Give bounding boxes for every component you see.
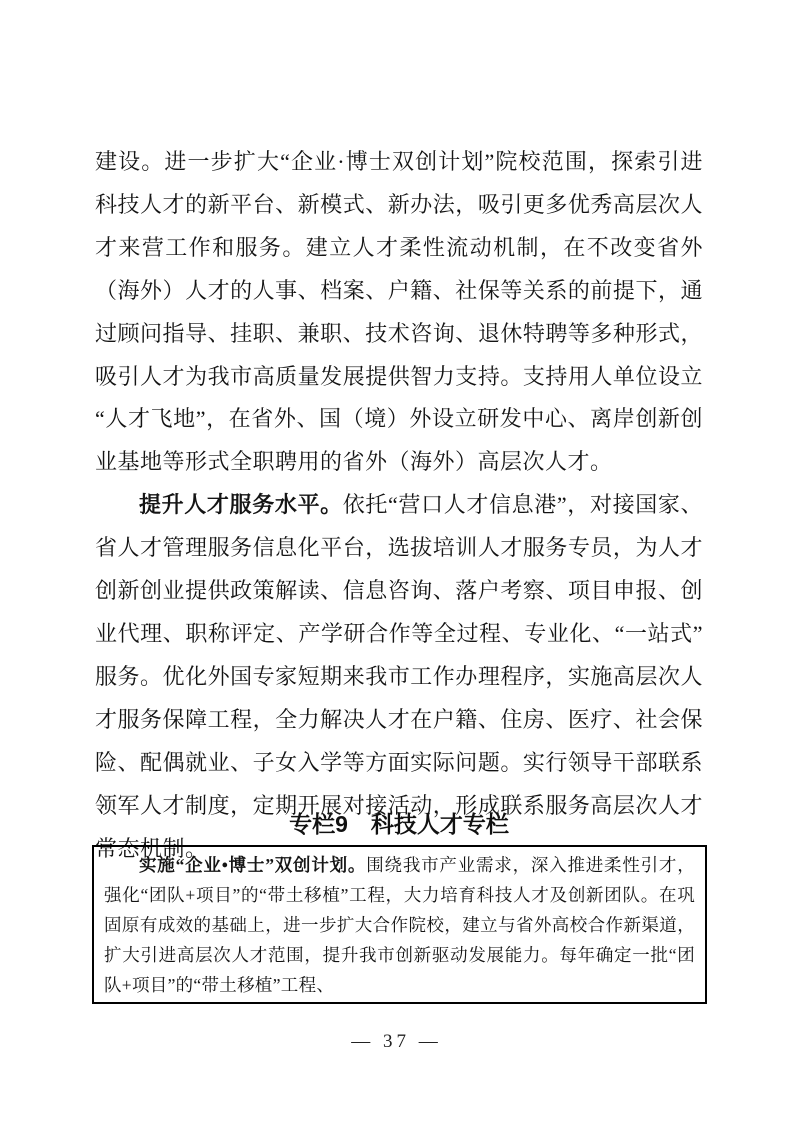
column-box-text: 围绕我市产业需求，深入推进柔性引才，强化“团队+项目”的“带土移植”工程，大力培育科技人才及创新团队。在巩固原有成效的基础上，进一步扩大合作院校，建立与省外高校合作新渠道，扩大引进高层次人才范围，提升我市创新驱动发展能力。每年确定一批“团队+项目”的“带土移植”工程、 (104, 855, 696, 995)
paragraph-continuation (95, 141, 703, 484)
body-text-block (95, 141, 703, 870)
column-box-bold-lead: 实施“企业•博士”双创计划。 (139, 855, 367, 875)
paragraph-text: 建设。进一步扩大“企业·博士双创计划”院校范围，探索引进科技人才的新平台、新模式、新办法，吸引更多优秀高层次人才来营工作和服务。建立人才柔性流动机制，在不改变省外（海外）人才的人事、档案、户籍、社保等关系的前提下，通过顾问指导、挂职、兼职、技术咨询、退休特聘等多种形式，吸引人才为我市高质量发展提供智力支持。支持用人单位设立“人才飞地”，在省外、国（境）外设立研发中心、离岸创新创业基地等形式全职聘用的省外（海外）高层次人才。 (95, 149, 703, 475)
column-box-paragraph (104, 850, 695, 1000)
paragraph-bold-lead: 提升人才服务水平。 (139, 492, 343, 518)
page-number: — 37 — (351, 1031, 442, 1052)
paragraph-text: 依托“营口人才信息港”，对接国家、省人才管理服务信息化平台，选拔培训人才服务专员，为人才创新创业提供政策解读、信息咨询、落户考察、项目申报、创业代理、职称评定、产学研合作等全过程、专业化、“一站式”服务。优化外国专家短期来我市工作办理程序，实施高层次人才服务保障工程，全力解决人才在户籍、住房、医疗、社会保险、配偶就业、子女入学等方面实际问题。实行领导干部联系领军人才制度，定期开展对接活动，形成联系服务高层次人才常态机制。 (95, 492, 703, 861)
column-box-title: 专栏9 科技人才专栏 (289, 811, 509, 837)
column-box (92, 845, 707, 1004)
